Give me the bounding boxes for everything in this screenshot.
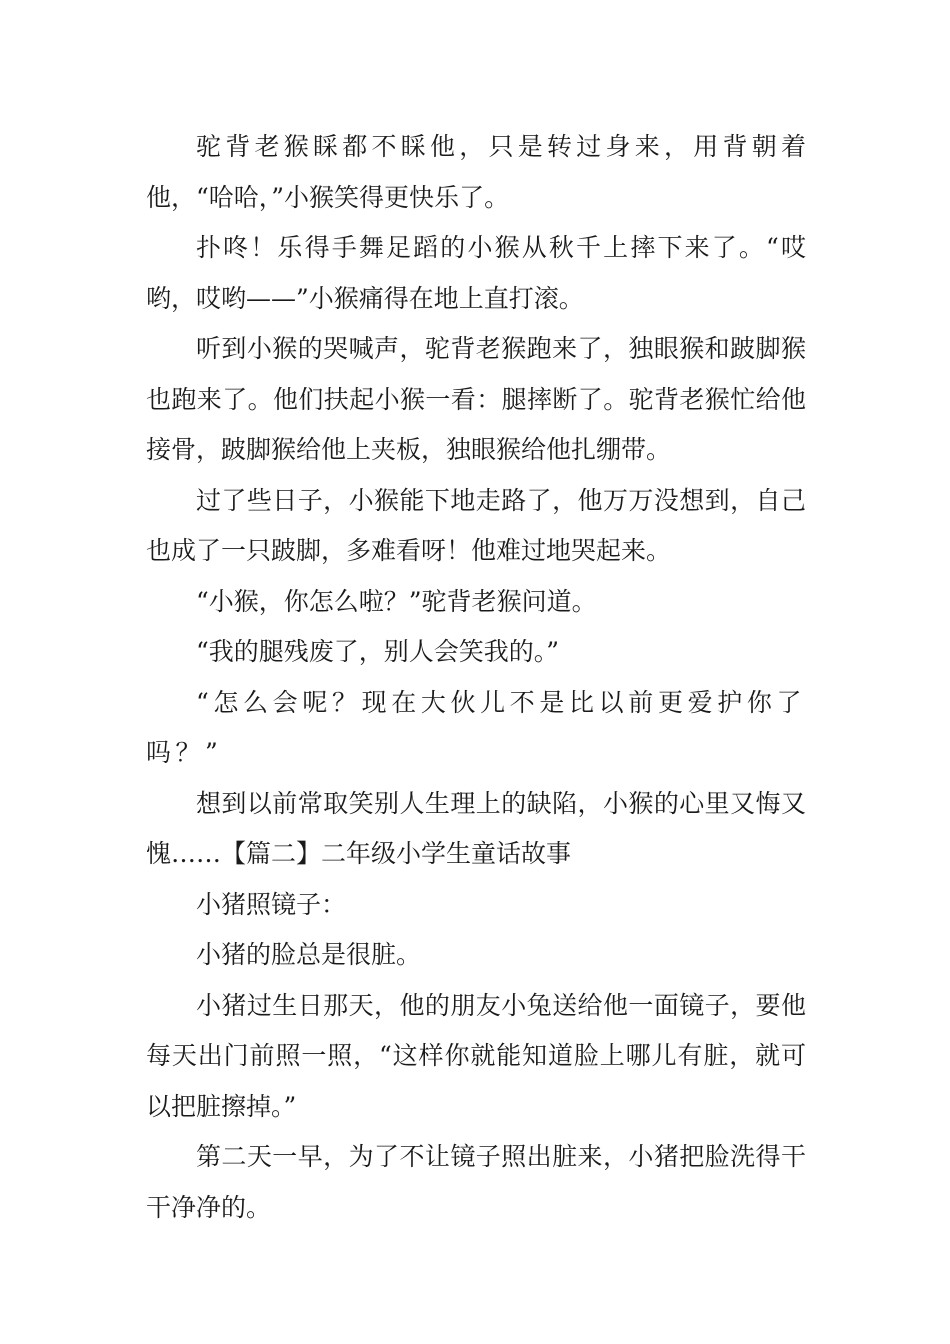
- paragraph: 想到以前常取笑别人生理上的缺陷，小猴的心里又悔又愧……【篇二】二年级小学生童话故事: [146, 788, 806, 868]
- paragraph: 听到小猴的哭喊声，驼背老猴跑来了，独眼猴和跛脚猴也跑来了。他们扶起小猴一看：腿摔断了。驼背老猴忙给他接骨，跛脚猴给他上夹板，独眼猴给他扎绷带。: [146, 334, 806, 464]
- paragraph: 小猪过生日那天，他的朋友小兔送给他一面镜子，要他每天出门前照一照，“这样你就能知道脸上哪儿有脏，就可以把脏擦掉。”: [146, 990, 806, 1121]
- paragraph: 过了些日子，小猴能下地走路了，他万万没想到，自己也成了一只跛脚，多难看呀！他难过地哭起来。: [146, 485, 806, 565]
- paragraph: 小猪的脸总是很脏。: [196, 940, 422, 969]
- paragraph: 扑咚！乐得手舞足蹈的小猴从秋千上摔下来了。“哎哟，哎哟——”小猴痛得在地上直打滚。: [146, 233, 806, 313]
- story-text: [146, 122, 806, 1233]
- paragraph: “怎么会呢？现在大伙儿不是比以前更爱护你了吗？”: [146, 687, 806, 767]
- paragraph: 小猪照镜子：: [196, 889, 347, 919]
- paragraph: “我的腿残废了，别人会笑我的。”: [196, 637, 560, 666]
- paragraph: 驼背老猴睬都不睬他，只是转过身来，用背朝着他，“哈哈，”小猴笑得更快乐了。: [146, 132, 806, 212]
- paragraph: 第二天一早，为了不让镜子照出脏来，小猪把脸洗得干干净净的。: [146, 1142, 806, 1222]
- paragraph: “小猴，你怎么啦？”驼背老猴问道。: [196, 586, 597, 616]
